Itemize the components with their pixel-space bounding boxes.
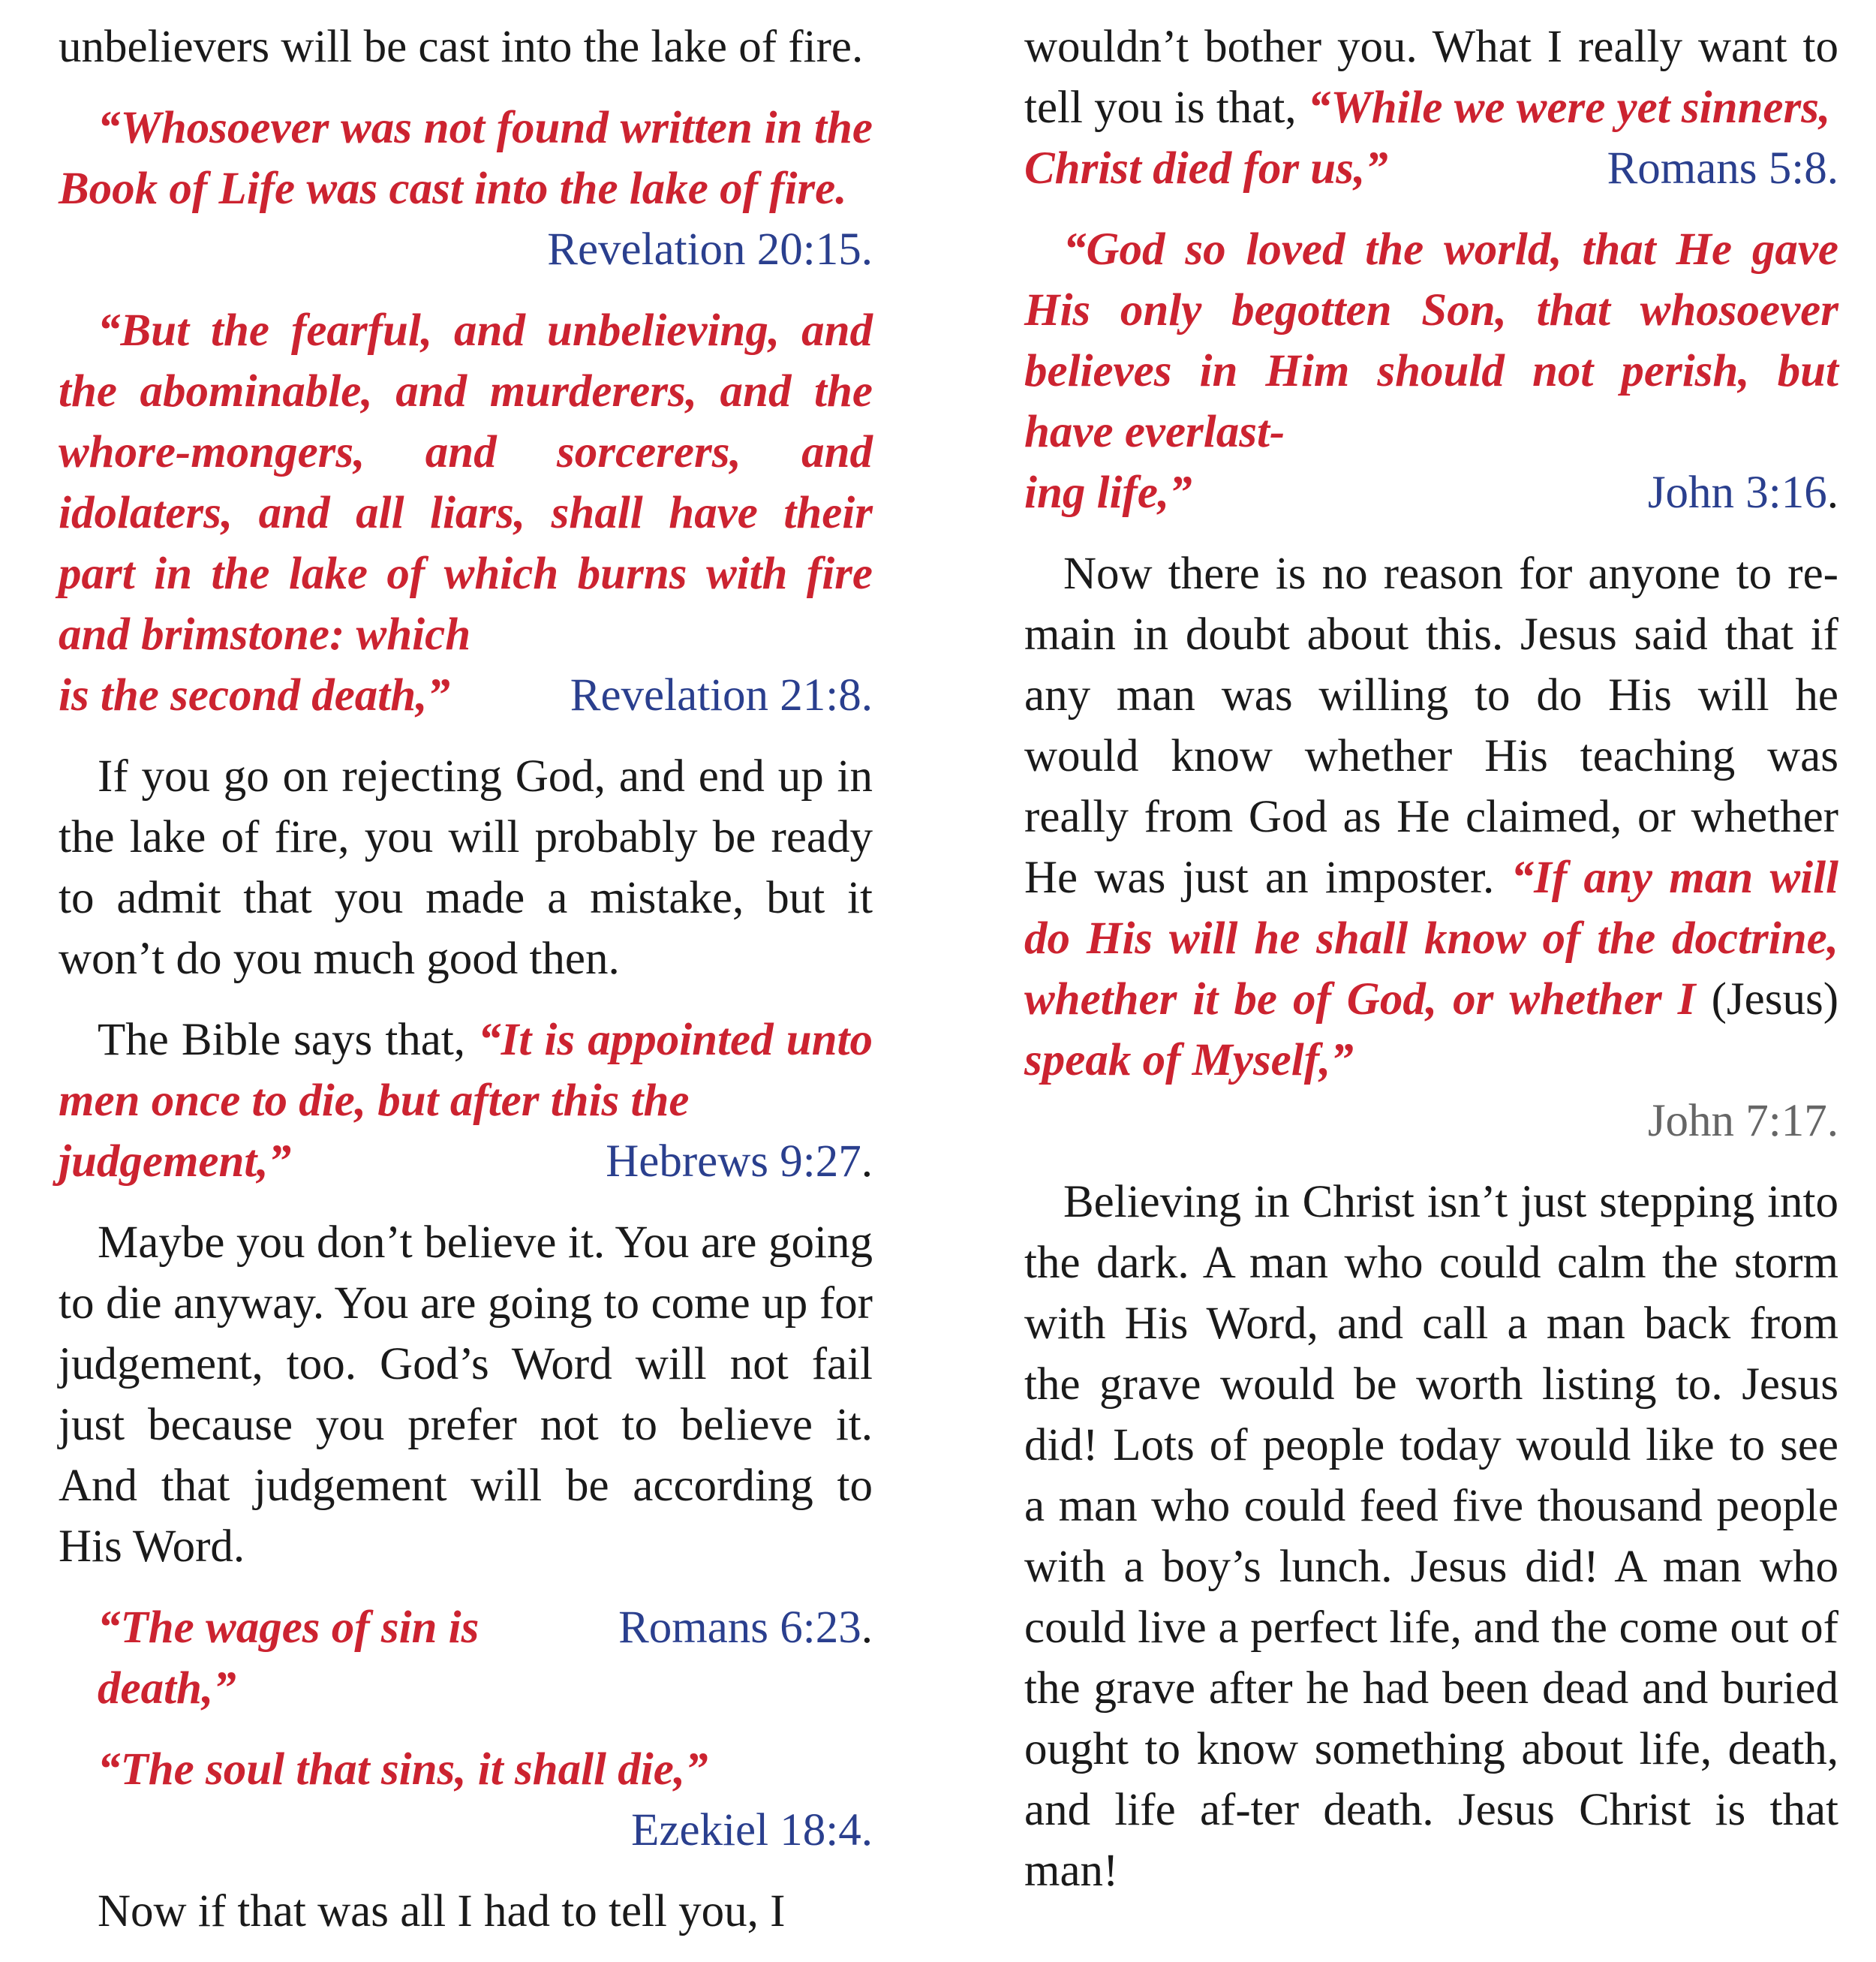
scripture-reference: Romans 6:23 xyxy=(618,1602,861,1653)
scripture-reference: Ezekiel 18:4. xyxy=(631,1805,873,1855)
scripture-reference: Revelation 21:8. xyxy=(570,670,873,721)
quote-text: “But the fearful, and unbelieving, and the abominable, and murderers, and the whore-mongers, and sorcerers, and idolaters, and all liars, shall have their part in the lake of which burns with fire and brimstone: which xyxy=(59,305,873,660)
quote-text: judgement,” xyxy=(59,1136,292,1187)
quote-text: “The wages of sin is death,” xyxy=(98,1602,480,1714)
paragraph xyxy=(1024,1172,1838,1901)
body-text: If you go on rejecting God, and end up in the lake of fire, you will probably be ready to admit that you made a mistake, but it won’t do you much good then. xyxy=(59,751,873,984)
scripture-quote xyxy=(59,1739,873,1800)
quote-text: Christ died for us,” xyxy=(1024,143,1388,194)
scripture-reference-line xyxy=(59,219,873,280)
scripture-reference: Hebrews 9:27 xyxy=(606,1136,861,1187)
right-column xyxy=(1024,17,1838,1921)
body-text: Believing in Christ isn’t just stepping into the dark. A man who could calm the storm with His Word, and call a man back from the grave would be worth listing to. Jesus did! Lots of people today would like to see a man who could feed five thousand people with a boy’s lunch. Jesus did! A man who could live a perfect life, and the come out of the grave after he had been dead and buried ought to know something about life, death, and life af-ter death. Jesus Christ is that man! xyxy=(1024,1177,1838,1896)
scripture-quote xyxy=(59,300,873,665)
quote-text: ing life,” xyxy=(1024,468,1192,518)
scripture-reference: Romans 5:8. xyxy=(1607,143,1838,194)
paragraph xyxy=(59,1881,873,1942)
scripture-reference: John 7:17. xyxy=(1647,1096,1838,1146)
scripture-reference-line xyxy=(59,1597,873,1719)
body-text: The Bible says that, xyxy=(98,1015,466,1065)
scripture-reference-line xyxy=(59,1800,873,1861)
scripture-quote xyxy=(1024,219,1838,462)
quote-text: speak of Myself,” xyxy=(1024,1035,1354,1085)
quote-text: “The soul that sins, it shall die,” xyxy=(98,1744,708,1795)
quote-text: “Whosoever was not found written in the Book of Life was cast into the lake of fire. xyxy=(59,103,873,214)
left-column xyxy=(59,17,873,1962)
quote-text: “While we were yet sinners, xyxy=(1307,83,1831,133)
quote-text: “It is appointed unto men once to die, but after this the xyxy=(59,1015,873,1126)
paragraph xyxy=(1024,17,1838,138)
body-text: Maybe you don’t believe it. You are going to die anyway. You are going to come up for judgement, too. God’s Word will not fail just because you prefer not to believe it. And that judgement will be according to His Word. xyxy=(59,1217,873,1572)
period: . xyxy=(861,1602,873,1653)
scripture-reference: John 3:16 xyxy=(1647,468,1827,518)
quote-text: is the second death,” xyxy=(59,670,450,721)
paragraph xyxy=(59,1010,873,1131)
quote-text: “God so loved the world, that He gave His only begotten Son, that whosoever believes in Him should not perish, but have everlast- xyxy=(1024,224,1838,457)
scripture-reference-line xyxy=(1024,138,1838,199)
period: . xyxy=(861,1136,873,1187)
quote-text: “If any man will do His will he shall know of the doctrine, whether it be of God, or whether I xyxy=(1024,853,1838,1025)
scripture-reference-line xyxy=(59,665,873,726)
paragraph xyxy=(59,17,873,77)
scripture-reference: Revelation 20:15. xyxy=(547,224,873,275)
body-text: unbelievers will be cast into the lake of fire. xyxy=(59,22,864,72)
scripture-reference-line xyxy=(1024,1091,1838,1151)
body-text: wouldn’t bother you. What I really want to tell you is that, xyxy=(1024,22,1838,133)
body-text: Now there is no reason for anyone to re-main in doubt about this. Jesus said that if any man was willing to do His will he would know whether His teaching was really from God as He claimed, or whether He was just an imposter. xyxy=(1024,549,1838,903)
paragraph xyxy=(59,746,873,989)
paragraph xyxy=(1024,543,1838,1091)
paragraph xyxy=(59,1212,873,1577)
body-text: (Jesus) xyxy=(1711,974,1839,1025)
scripture-reference-line xyxy=(59,1131,873,1192)
body-text: Now if that was all I had to tell you, I xyxy=(98,1886,786,1936)
scripture-quote xyxy=(59,98,873,219)
scripture-reference-line xyxy=(1024,462,1838,523)
period: . xyxy=(1826,468,1838,518)
